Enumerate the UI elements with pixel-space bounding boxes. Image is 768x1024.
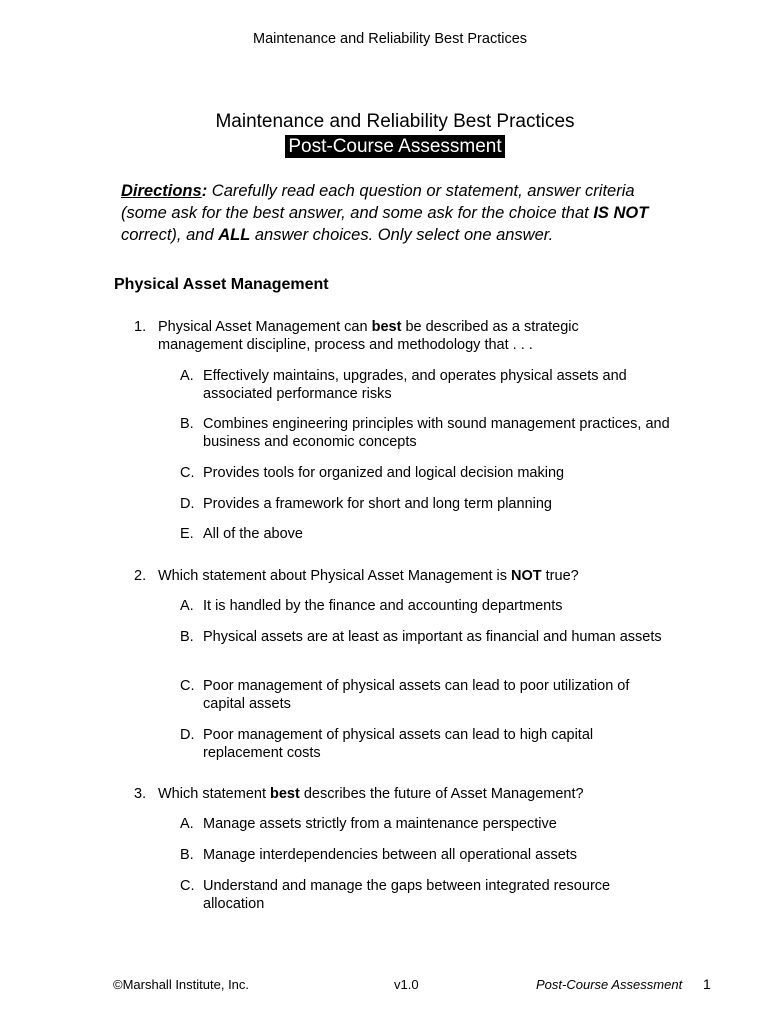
page-number: 1 [703,976,711,992]
option-1d[interactable] [180,495,670,513]
option-letter: A. [180,598,194,614]
option-3c[interactable] [180,877,670,913]
option-text: Poor management of physical assets can lead to poor utilization of capital assets [203,678,630,712]
option-3a[interactable] [180,815,670,833]
option-text: Manage interdependencies between all operational assets [203,847,578,863]
question-number: 3. [134,786,147,802]
option-1e[interactable] [180,525,670,543]
directions-is-not: IS NOT [593,204,649,222]
option-1b[interactable] [180,415,670,451]
question-text-before: Which statement about Physical Asset Management is [158,568,512,584]
question-3 [134,785,654,803]
option-letter: B. [180,629,194,645]
option-text: Provides a framework for short and long term planning [203,496,552,512]
option-1a[interactable] [180,367,670,403]
directions-text-3: answer choices. Only select one answer. [250,226,554,244]
section-title: Physical Asset Management [114,276,329,293]
document-subtitle: Post-Course Assessment [285,135,504,158]
question-text [158,318,654,354]
question-text-after: describes the future of Asset Management? [299,786,584,802]
option-letter: B. [180,416,194,432]
option-2c[interactable] [180,677,670,713]
option-letter: E. [180,526,194,542]
option-text: Manage assets strictly from a maintenance perspective [203,816,557,832]
question-text [158,785,654,803]
option-letter: C. [180,678,195,694]
option-text: It is handled by the finance and accounting departments [203,598,563,614]
option-letter: A. [180,368,194,384]
option-text: Physical assets are at least as important as financial and human assets [203,629,662,645]
question-emphasis: best [270,786,300,802]
option-2b[interactable] [180,628,670,646]
option-2a[interactable] [180,597,670,615]
option-letter: C. [180,465,195,481]
document-title: Maintenance and Reliability Best Practices [215,111,575,132]
footer-doc-name: Post-Course Assessment [536,977,683,992]
option-letter: C. [180,878,195,894]
question-number: 1. [134,319,147,335]
question-emphasis: best [371,319,402,335]
directions-paragraph [121,180,681,246]
question-text-after: be described as a strategic management discipline, process and methodology that . . . [158,319,579,353]
question-number: 2. [134,568,147,584]
directions-all: ALL [218,226,251,244]
option-text: Understand and manage the gaps between integrated resource allocation [203,878,611,912]
directions-text-2: correct), and [121,226,219,244]
question-2 [134,567,654,585]
running-header: Maintenance and Reliability Best Practices [252,31,528,47]
document-subtitle-wrap [0,135,768,158]
question-text-before: Physical Asset Management can [158,319,372,335]
question-emphasis: NOT [511,568,542,584]
option-1c[interactable] [180,464,670,482]
question-text-before: Which statement [158,786,271,802]
option-text: Effectively maintains, upgrades, and operates physical assets and associated performance risks [203,368,627,402]
option-letter: D. [180,727,195,743]
option-text: Poor management of physical assets can lead to high capital replacement costs [203,727,594,761]
question-1 [134,318,654,354]
option-3b[interactable] [180,846,670,864]
option-2d[interactable] [180,726,670,762]
directions-colon: : [201,182,208,200]
question-text-after: true? [541,568,579,584]
option-letter: A. [180,816,194,832]
option-letter: D. [180,496,195,512]
footer-version: v1.0 [394,977,419,992]
question-text [158,567,654,585]
option-text: Combines engineering principles with sound management practices, and business and economic concepts [203,416,670,450]
option-text: All of the above [203,526,303,542]
option-letter: B. [180,847,194,863]
directions-text-1: Carefully read each question or statement, answer criteria (some ask for the best answer, and some ask for the choice that [121,182,635,222]
option-text: Provides tools for organized and logical decision making [203,465,565,481]
directions-label: Directions [121,182,202,200]
footer-copyright: ©Marshall Institute, Inc. [113,977,250,992]
